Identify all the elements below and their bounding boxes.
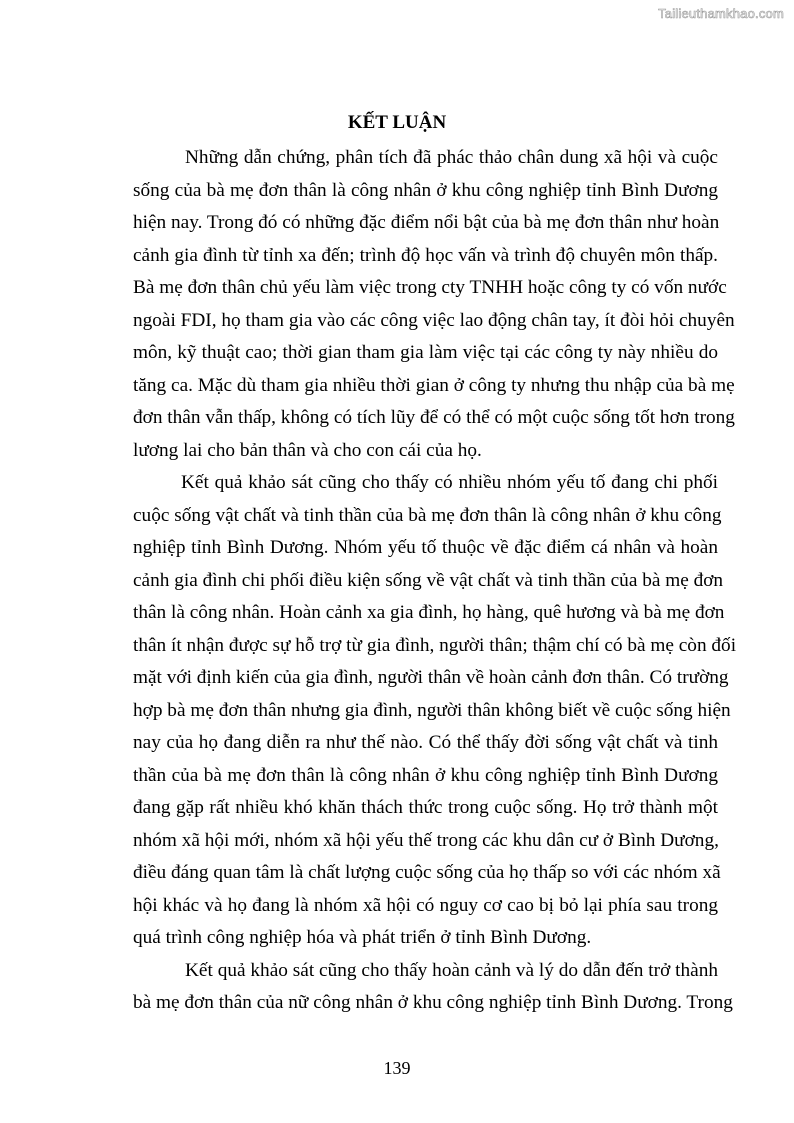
- paragraph: [133, 467, 737, 955]
- text-line: thân ít nhận được sự hỗ trợ từ gia đình, người thân; thậm chí có bà mẹ còn đối: [133, 634, 737, 656]
- text-line: mặt với định kiến của gia đình, người thân về hoàn cảnh đơn thân. Có trường: [133, 667, 729, 688]
- text-line: Bà mẹ đơn thân chủ yếu làm việc trong cty TNHH hoặc công ty có vốn nước: [133, 277, 727, 298]
- text-line: Kết quả khảo sát cũng cho thấy hoàn cảnh và lý do dẫn đến trở thành: [185, 959, 718, 981]
- document-body: [133, 142, 737, 1020]
- page-number: 139: [383, 1058, 411, 1078]
- paragraph: [133, 955, 733, 1020]
- text-line: thần của bà mẹ đơn thân là công nhân ở khu công nghiệp tỉnh Bình Dương: [133, 764, 718, 786]
- text-line: quá trình công nghiệp hóa và phát triển ở tỉnh Bình Dương.: [133, 927, 592, 948]
- text-line: tăng ca. Mặc dù tham gia nhiều thời gian ở công ty nhưng thu nhập của bà mẹ: [133, 374, 735, 396]
- text-line: đang gặp rất nhiều khó khăn thách thức trong cuộc sống. Họ trở thành một: [133, 797, 718, 818]
- text-line: đơn thân vẫn thấp, không có tích lũy để có thể có một cuộc sống tốt hơn trong: [133, 407, 735, 428]
- text-line: hiện nay. Trong đó có những đặc điểm nổi bật của bà mẹ đơn thân như hoàn: [133, 212, 720, 233]
- text-line: thân là công nhân. Hoàn cảnh xa gia đình, họ hàng, quê hương và bà mẹ đơn: [133, 602, 725, 623]
- text-line: lương lai cho bản thân và cho con cái của họ.: [133, 439, 482, 461]
- text-line: bà mẹ đơn thân của nữ công nhân ở khu công nghiệp tỉnh Bình Dương. Trong: [133, 992, 733, 1013]
- text-line: Kết quả khảo sát cũng cho thấy có nhiều nhóm yếu tố đang chi phối: [181, 472, 718, 493]
- text-line: sống của bà mẹ đơn thân là công nhân ở khu công nghiệp tỉnh Bình Dương: [133, 179, 718, 201]
- text-line: hợp bà mẹ đơn thân nhưng gia đình, người thân không biết về cuộc sống hiện: [133, 699, 731, 721]
- text-line: hội khác và họ đang là nhóm xã hội có nguy cơ cao bị bỏ lại phía sau trong: [133, 894, 718, 916]
- text-line: nghiệp tỉnh Bình Dương. Nhóm yếu tố thuộc về đặc điểm cá nhân và hoàn: [133, 537, 718, 558]
- watermark: Tailieuthamkhao.com: [658, 6, 784, 21]
- page-title: KẾT LUẬN: [347, 112, 447, 133]
- text-line: điều đáng quan tâm là chất lượng cuộc sống của họ thấp so với các nhóm xã: [133, 862, 721, 883]
- text-line: cảnh gia đình từ tỉnh xa đến; trình độ học vấn và trình độ chuyên môn thấp.: [133, 244, 718, 266]
- text-line: ngoài FDI, họ tham gia vào các công việc lao động chân tay, ít đòi hỏi chuyên: [133, 309, 735, 331]
- paragraph: [133, 142, 735, 467]
- text-line: cảnh gia đình chi phối điều kiện sống về vật chất và tinh thần của bà mẹ đơn: [133, 569, 724, 591]
- text-line: môn, kỹ thuật cao; thời gian tham gia làm việc tại các công ty này nhiều do: [133, 342, 718, 363]
- text-line: Những dẫn chứng, phân tích đã phác thảo chân dung xã hội và cuộc: [185, 147, 718, 168]
- text-line: nay của họ đang diễn ra như thế nào. Có thể thấy đời sống vật chất và tinh: [133, 732, 718, 753]
- text-line: nhóm xã hội mới, nhóm xã hội yếu thế trong các khu dân cư ở Bình Dương,: [133, 829, 719, 851]
- text-line: cuộc sống vật chất và tinh thần của bà mẹ đơn thân là công nhân ở khu công: [133, 504, 722, 526]
